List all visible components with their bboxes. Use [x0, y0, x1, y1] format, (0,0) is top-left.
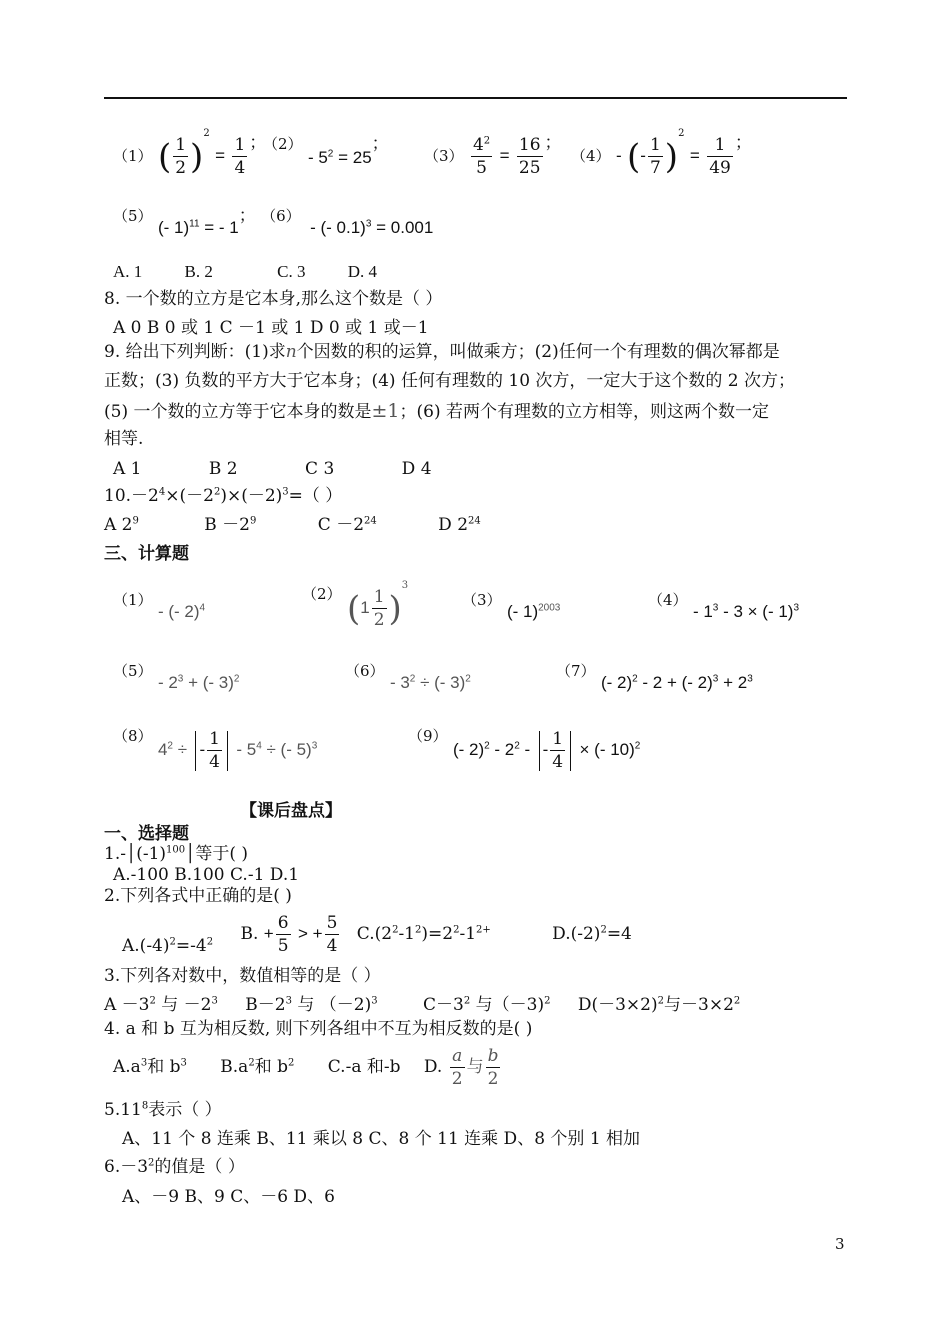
- text: B.a: [220, 1057, 249, 1077]
- choice-b: [240, 913, 346, 956]
- exponent: 3: [311, 740, 318, 752]
- exponent: 2: [148, 1157, 155, 1169]
- exponent: 3: [712, 602, 719, 614]
- numerator: 1: [373, 587, 385, 607]
- exponent: 100: [166, 844, 186, 856]
- paren: (: [157, 136, 172, 177]
- expr-part: - 2 + (- 2): [637, 673, 713, 692]
- expr-part: - 5: [307, 148, 328, 167]
- expr-part: - (- 2): [157, 602, 200, 621]
- choice-a: A. 1: [113, 262, 143, 281]
- exponent: 2: [544, 995, 551, 1007]
- fraction: [372, 586, 387, 631]
- expr-part: + 2: [718, 673, 748, 692]
- review-q3-choices: [104, 996, 740, 1016]
- fraction: [232, 134, 247, 179]
- expr-part: ÷ (- 3): [415, 673, 466, 692]
- abs-bar-left: [195, 731, 196, 771]
- exponent: 2: [600, 924, 607, 936]
- expr-part: -: [519, 740, 531, 759]
- exponent: 2: [634, 740, 641, 752]
- exponent: 2: [484, 740, 490, 752]
- q9-line-3: [104, 401, 769, 423]
- item-label: （9）: [408, 727, 448, 745]
- page-number: 3: [835, 1235, 845, 1253]
- text: =-4: [175, 936, 207, 956]
- choice-d: D 4: [401, 459, 432, 479]
- text: 个因数的积的运算，叫做乘方；(2)任何一个有理数的偶次幂都是: [296, 342, 780, 362]
- numerator: 1: [234, 135, 246, 155]
- text: ×(－2: [165, 486, 214, 506]
- choice-a: [104, 995, 218, 1015]
- expression: [453, 740, 530, 759]
- denominator: 4: [234, 158, 246, 178]
- q7-item-3: [424, 134, 562, 179]
- exponent: 2+: [476, 924, 491, 936]
- exponent: 2: [483, 135, 491, 147]
- expr-part: - 3 × (- 1): [718, 602, 794, 621]
- equals: =: [499, 146, 510, 165]
- review-q5-stem: [104, 1101, 222, 1121]
- text: 与 －2: [155, 995, 212, 1015]
- expr-part: - 3: [389, 673, 410, 692]
- numerator: [471, 134, 492, 157]
- calc-7: [556, 661, 753, 692]
- expression: [693, 602, 799, 621]
- semicolon: ；: [734, 133, 752, 153]
- exponent: 2: [453, 924, 460, 936]
- choice-b: [245, 995, 377, 1015]
- item-label: （6）: [345, 662, 385, 680]
- numerator: 1: [552, 729, 564, 749]
- expr-part: (- 1): [157, 218, 190, 237]
- choice-c: [357, 924, 491, 944]
- calc-9: [408, 728, 640, 773]
- choice-a: [113, 1057, 187, 1077]
- expression: [158, 218, 239, 237]
- exponent: 2: [288, 1057, 295, 1069]
- review-q4-choices: [113, 1045, 502, 1090]
- exponent: 4: [158, 486, 166, 498]
- calc-6: [345, 661, 471, 692]
- item-label: （4）: [571, 147, 611, 165]
- q8-stem: 8. 一个数的立方是它本身,那么这个数是（ ）: [104, 289, 443, 309]
- fraction: [486, 1045, 501, 1090]
- item-label: （3）: [424, 147, 464, 165]
- section-title-calc: 三、计算题: [104, 544, 189, 564]
- exponent: 2: [678, 128, 685, 139]
- choice-d: [578, 995, 740, 1015]
- expr-part: 4: [157, 740, 168, 759]
- expression: [158, 602, 205, 621]
- text: 1.-│(-1): [104, 844, 167, 864]
- semicolon: ；: [238, 206, 256, 226]
- equals: =: [215, 146, 226, 165]
- text: 表示（ ）: [148, 1100, 222, 1120]
- exponent: 2: [206, 936, 214, 948]
- expr-part: ÷: [172, 740, 188, 759]
- text: 和 b: [254, 1057, 288, 1077]
- choice-c: C. 3: [277, 262, 306, 281]
- expression: [236, 740, 317, 759]
- numerator: 6: [277, 913, 289, 933]
- text: 和 b: [147, 1057, 181, 1077]
- exponent: 3: [793, 602, 800, 614]
- review-q6-stem: [104, 1158, 245, 1178]
- expr-part: = 25: [333, 148, 372, 167]
- paren: (: [346, 588, 361, 629]
- text: -1: [459, 924, 477, 944]
- denominator: 4: [326, 936, 338, 956]
- q8-choices: A 0 B 0 或 1 C －1 或 1 D 0 或 1 或－1: [113, 318, 429, 338]
- choice-d: D. 4: [347, 262, 377, 281]
- review-q2-stem: 2.下列各式中正确的是( ): [104, 886, 292, 906]
- exponent: 2: [149, 995, 156, 1007]
- expr-part: (- 2): [600, 673, 633, 692]
- exponent: 3: [712, 673, 719, 685]
- text: ；(6) 若两个有理数的立方相等，则这两个数一定: [399, 402, 769, 422]
- exponent: 2: [409, 673, 416, 685]
- text: 10.－2: [104, 486, 159, 506]
- paren: ): [388, 588, 402, 629]
- fraction: [450, 1045, 465, 1090]
- q9-line-2: 正数；(3) 负数的平方大于它本身；(4) 任何有理数的 10 次方，一定大于这个数的 2 次方；: [104, 371, 796, 391]
- exponent: 4: [256, 740, 262, 752]
- expression: [308, 148, 372, 167]
- text: D(－3×2): [577, 995, 658, 1015]
- calc-3: [462, 590, 561, 621]
- numerator: 1: [649, 135, 661, 155]
- denominator: 2: [487, 1069, 499, 1089]
- q9-choices: [113, 460, 432, 480]
- abs-bar-right: [227, 731, 228, 771]
- expression: [507, 602, 560, 621]
- fraction: [173, 134, 188, 179]
- fraction: [517, 134, 543, 179]
- q7-choices: [113, 262, 377, 282]
- exponent: 2: [392, 924, 399, 936]
- exponent: 3: [140, 1057, 148, 1069]
- denominator: 4: [552, 752, 564, 772]
- fraction: [707, 134, 733, 179]
- review-q5-choices: A、11 个 8 连乘 B、11 乘以 8 C、8 个 11 连乘 D、8 个别 1 相加: [122, 1129, 641, 1149]
- exponent: 8: [141, 1100, 149, 1112]
- text: A.(-4): [122, 936, 170, 956]
- expression: [158, 673, 240, 692]
- text: │等于( ): [185, 844, 249, 864]
- exponent: 2: [213, 486, 221, 498]
- base: 4: [472, 135, 484, 155]
- text: -1: [398, 924, 415, 944]
- fraction: [325, 912, 340, 957]
- choice-c: C.-a 和-b: [327, 1057, 401, 1077]
- numerator: b: [487, 1046, 499, 1066]
- review-title: 【课后盘点】: [240, 801, 342, 821]
- paren: ): [664, 136, 679, 177]
- choice-c: C 3: [305, 459, 335, 479]
- denominator: 5: [277, 936, 289, 956]
- exponent: 3: [282, 486, 289, 498]
- semicolon: ；: [371, 134, 389, 154]
- expr-part: - 2: [157, 673, 178, 692]
- variable-n: n: [285, 342, 297, 362]
- item-label: （8）: [113, 727, 153, 745]
- abs-bar-right: [570, 731, 571, 771]
- expr-part: (- 2): [452, 740, 485, 759]
- item-label: （7）: [556, 662, 596, 680]
- review-q1-choices: A.-100 B.100 C.-1 D.1: [113, 865, 300, 885]
- item-label: （2）: [302, 585, 342, 603]
- denominator: 2: [373, 610, 385, 630]
- calc-4: [648, 590, 800, 621]
- review-q1: [104, 845, 248, 865]
- text: 与: [466, 1057, 484, 1077]
- review-section-title: 一、选择题: [104, 824, 189, 844]
- item-label: （1）: [113, 147, 153, 165]
- exponent: 2: [415, 924, 422, 936]
- expr-part: - 2: [489, 740, 515, 759]
- exponent: 3: [371, 995, 378, 1007]
- minus: -: [615, 146, 622, 165]
- exponent: 2: [514, 740, 520, 752]
- exponent: 2: [203, 128, 210, 139]
- expr-part: - 5: [236, 740, 257, 759]
- exponent: 2: [248, 1057, 255, 1069]
- expr-part: + (- 3): [183, 673, 234, 692]
- calc-2: [302, 580, 409, 631]
- text: =（ ）: [288, 486, 343, 506]
- expr-part: ÷ (- 5): [261, 740, 312, 759]
- expr-part: - (- 0.1): [310, 218, 366, 237]
- text: D 2: [438, 515, 469, 535]
- text: B.: [240, 924, 259, 944]
- numerator: 5: [326, 913, 338, 933]
- text: 与 （－2): [291, 995, 372, 1015]
- review-q6-choices: A、－9 B、9 C、－6 D、6: [122, 1187, 335, 1207]
- choice-c: [423, 995, 550, 1015]
- choice-a: [122, 936, 213, 956]
- text: D.(-2): [552, 924, 601, 944]
- semicolon: ；: [544, 133, 562, 153]
- item-label: （3）: [462, 591, 502, 609]
- calc-8: [113, 728, 317, 773]
- text: =4: [606, 924, 632, 944]
- expression: [601, 673, 753, 692]
- item-label: （5）: [113, 662, 153, 680]
- whole-number: 1: [360, 598, 370, 617]
- expr-part: - 1: [692, 602, 713, 621]
- exponent: 2: [233, 673, 240, 685]
- choice-b: B. 2: [184, 262, 213, 281]
- exponent: 2003: [538, 602, 561, 614]
- fraction: [471, 134, 492, 179]
- item-label: （6）: [261, 207, 301, 225]
- denominator: 2: [451, 1069, 463, 1089]
- fraction: [648, 134, 663, 179]
- exponent: 2: [465, 673, 471, 685]
- expr-part: × (- 10): [579, 740, 635, 759]
- denominator: 49: [709, 158, 731, 178]
- denominator: 7: [649, 158, 661, 178]
- exponent: 2: [167, 740, 173, 752]
- text: A 2: [104, 515, 133, 535]
- abs-bar-left: [539, 731, 540, 771]
- text: B －2: [204, 515, 250, 535]
- text: 5.11: [104, 1100, 142, 1120]
- fraction: [207, 728, 222, 773]
- greater-than: > +: [297, 924, 323, 943]
- choice-d: [423, 1046, 503, 1089]
- exponent: 2: [169, 936, 176, 948]
- exponent: 2: [733, 995, 741, 1007]
- paren: ): [190, 136, 204, 177]
- expr-part: = 0.001: [371, 218, 434, 237]
- text: 与－3×2: [664, 995, 734, 1015]
- numerator: 1: [707, 134, 733, 157]
- exponent: 2: [657, 995, 665, 1007]
- fraction: [276, 912, 291, 957]
- exponent: 4: [199, 602, 206, 614]
- plus-minus-one: ±1: [371, 400, 400, 422]
- exponent: 3: [401, 580, 409, 591]
- text: 6.－3: [104, 1157, 149, 1177]
- text: A.a: [113, 1057, 141, 1077]
- expression: [158, 740, 187, 759]
- numerator: a: [450, 1045, 465, 1068]
- choice-c: [318, 515, 377, 535]
- text: C－3: [423, 995, 464, 1015]
- review-q4-stem: 4. a 和 b 互为相反数, 则下列各组中不互为相反数的是( ): [104, 1019, 533, 1039]
- q10-choices: [104, 516, 481, 536]
- review-q2-choices: [122, 912, 632, 957]
- text: 的值是（ ）: [154, 1157, 245, 1177]
- exponent: 24: [468, 515, 481, 527]
- q7-item-1: [113, 128, 267, 179]
- exponent: 11: [189, 218, 200, 230]
- q7-item-4: [571, 128, 752, 179]
- minus: -: [640, 146, 646, 165]
- exponent: 2: [632, 673, 638, 685]
- exponent: 3: [177, 673, 184, 685]
- expression: [310, 218, 433, 237]
- choice-b: [204, 515, 256, 535]
- calc-1: [113, 590, 206, 621]
- header-rule: [104, 97, 847, 99]
- paren: (: [627, 136, 641, 177]
- numerator: 1: [175, 135, 187, 155]
- q7-item-2: [263, 134, 389, 167]
- item-label: （4）: [648, 591, 688, 609]
- exponent: 24: [364, 515, 377, 527]
- exponent: 9: [250, 515, 257, 527]
- choice-d: [552, 924, 632, 944]
- minus: -: [542, 740, 549, 759]
- exponent: 9: [132, 515, 139, 527]
- exponent: 2: [463, 995, 471, 1007]
- exponent: 3: [285, 995, 292, 1007]
- exponent: 2: [327, 148, 334, 160]
- equals: =: [689, 146, 700, 165]
- item-label: （1）: [113, 591, 153, 609]
- text: D.: [423, 1057, 443, 1077]
- q9-line-1: [104, 343, 780, 363]
- denominator: 25: [518, 158, 541, 178]
- semicolon: ；: [249, 133, 267, 153]
- fraction: [550, 728, 565, 773]
- choice-b: B 2: [208, 459, 238, 479]
- expr-part: = - 1: [199, 218, 239, 237]
- choice-a: A 1: [113, 459, 142, 479]
- calc-5: [113, 661, 240, 692]
- exponent: 3: [211, 995, 218, 1007]
- text: )×(－2): [220, 486, 283, 506]
- expr-part: (- 1): [506, 602, 539, 621]
- text: C.(2: [356, 924, 393, 944]
- text: C －2: [317, 515, 365, 535]
- expression: [580, 740, 641, 759]
- item-label: （2）: [263, 135, 303, 153]
- text: 与（－3): [470, 995, 545, 1015]
- text: (5) 一个数的立方等于它本身的数是: [104, 402, 372, 422]
- choice-b: [220, 1057, 294, 1077]
- text: A －3: [104, 995, 150, 1015]
- choice-d: [438, 515, 481, 535]
- q10-stem: [104, 487, 342, 507]
- text: B－2: [245, 995, 286, 1015]
- exponent: 3: [747, 673, 753, 685]
- exponent: 3: [365, 218, 372, 230]
- denominator: 4: [209, 752, 220, 772]
- text: )=2: [421, 924, 454, 944]
- choice-a: [104, 515, 139, 535]
- exponent: 3: [180, 1057, 187, 1069]
- expression: [390, 673, 471, 692]
- text: 9. 给出下列判断：(1)求: [104, 342, 286, 362]
- q9-line-4: 相等.: [104, 429, 144, 449]
- denominator: 5: [476, 158, 487, 178]
- item-label: （5）: [113, 207, 153, 225]
- numerator: 16: [518, 135, 541, 155]
- numerator: 1: [209, 729, 220, 749]
- q7-item-5: [113, 206, 434, 237]
- review-q3-stem: 3.下列各对数中，数值相等的是（ ）: [104, 966, 381, 986]
- denominator: 2: [175, 158, 187, 178]
- minus: -: [199, 740, 206, 759]
- plus: +: [263, 924, 274, 943]
